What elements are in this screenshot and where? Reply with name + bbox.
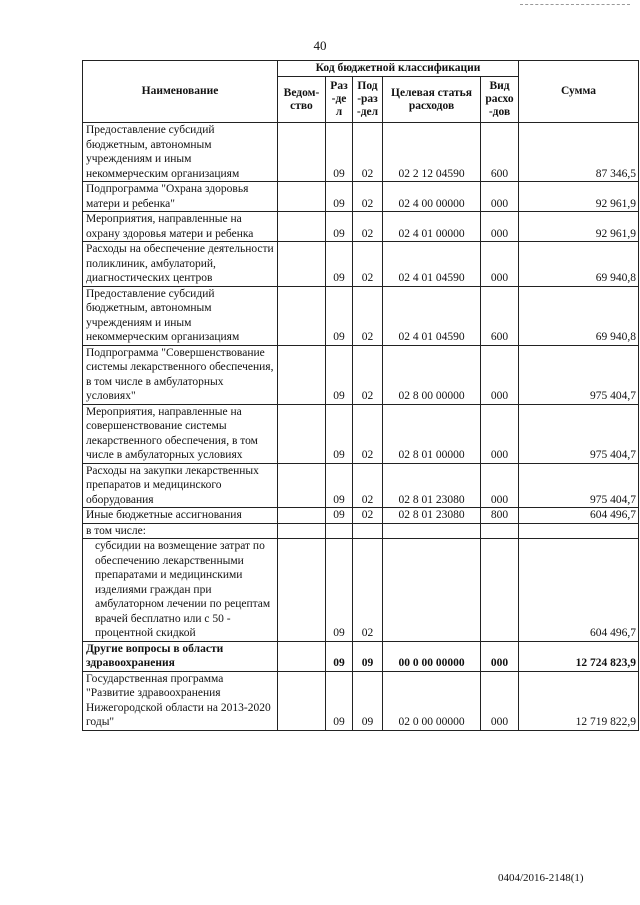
cell-celevaya-statya: 02 2 12 04590	[383, 123, 481, 182]
cell-celevaya-statya: 02 4 01 00000	[383, 212, 481, 242]
cell-podrazdel: 02	[353, 182, 383, 212]
cell-celevaya-statya: 02 8 01 23080	[383, 463, 481, 508]
cell-celevaya-statya: 02 4 01 04590	[383, 242, 481, 287]
cell-sum: 69 940,8	[519, 242, 639, 287]
cell-name: Мероприятия, направленные на совершенствование системы лекарственного обеспечения, в том числе в амбулаторных условиях	[83, 404, 278, 463]
cell-sum: 12 719 822,9	[519, 671, 639, 730]
cell-celevaya-statya: 00 0 00 00000	[383, 641, 481, 671]
page-number: 40	[313, 38, 327, 53]
cell-podrazdel	[353, 523, 383, 539]
cell-vid-rashodov: 600	[481, 286, 519, 345]
cell-name: Расходы на обеспечение деятельности поликлиник, амбулаторий, диагностических центров	[83, 242, 278, 287]
cell-podrazdel: 02	[353, 508, 383, 524]
cell-podrazdel: 02	[353, 539, 383, 642]
cell-vedomstvo	[278, 671, 326, 730]
cell-vid-rashodov: 000	[481, 242, 519, 287]
document-code: 0404/2016-2148(1)	[498, 872, 584, 884]
cell-podrazdel: 02	[353, 212, 383, 242]
cell-vedomstvo	[278, 345, 326, 404]
header-podrazdel: Под-раз-дел	[353, 77, 383, 123]
cell-name: Предоставление субсидий бюджетным, автономным учреждениям и иным некоммерческим организациям	[83, 286, 278, 345]
cell-celevaya-statya: 02 4 00 00000	[383, 182, 481, 212]
cell-vedomstvo	[278, 286, 326, 345]
cell-podrazdel: 02	[353, 123, 383, 182]
cell-razdel	[326, 523, 353, 539]
cell-vid-rashodov: 000	[481, 641, 519, 671]
cell-vedomstvo	[278, 404, 326, 463]
cell-vedomstvo	[278, 523, 326, 539]
table-row	[83, 523, 639, 539]
cell-razdel: 09	[326, 123, 353, 182]
cell-vedomstvo	[278, 641, 326, 671]
header-name: Наименование	[83, 61, 278, 123]
cell-sum: 604 496,7	[519, 539, 639, 642]
cell-vid-rashodov: 600	[481, 123, 519, 182]
cell-podrazdel: 02	[353, 242, 383, 287]
table-row	[83, 286, 639, 345]
cell-celevaya-statya: 02 8 01 00000	[383, 404, 481, 463]
cell-vedomstvo	[278, 539, 326, 642]
cell-razdel: 09	[326, 286, 353, 345]
cell-vedomstvo	[278, 508, 326, 524]
cell-razdel: 09	[326, 641, 353, 671]
header-sum: Сумма	[519, 61, 639, 123]
cell-name: Иные бюджетные ассигнования	[83, 508, 278, 524]
cell-vid-rashodov: 000	[481, 212, 519, 242]
cell-vid-rashodov: 000	[481, 671, 519, 730]
cell-vedomstvo	[278, 123, 326, 182]
cell-name: Предоставление субсидий бюджетным, автономным учреждениям и иным некоммерческим организациям	[83, 123, 278, 182]
table-row	[83, 212, 639, 242]
cell-vedomstvo	[278, 242, 326, 287]
cell-sum: 92 961,9	[519, 212, 639, 242]
cell-name: Расходы на закупки лекарственных препаратов и медицинского оборудования	[83, 463, 278, 508]
header-razdel: Раз-дел	[326, 77, 353, 123]
cell-podrazdel: 09	[353, 671, 383, 730]
table-row	[83, 242, 639, 287]
cell-vid-rashodov	[481, 539, 519, 642]
cell-name: Мероприятия, направленные на охрану здоровья матери и ребенка	[83, 212, 278, 242]
cell-vid-rashodov: 000	[481, 463, 519, 508]
cell-sum: 975 404,7	[519, 345, 639, 404]
table-row	[83, 641, 639, 671]
cell-razdel: 09	[326, 212, 353, 242]
cell-razdel: 09	[326, 404, 353, 463]
cell-vid-rashodov: 800	[481, 508, 519, 524]
cell-vid-rashodov: 000	[481, 182, 519, 212]
cell-vedomstvo	[278, 182, 326, 212]
cell-podrazdel: 02	[353, 463, 383, 508]
cell-sum: 975 404,7	[519, 404, 639, 463]
cell-sum: 12 724 823,9	[519, 641, 639, 671]
cell-name: Подпрограмма "Охрана здоровья матери и ребенка"	[83, 182, 278, 212]
cell-sum: 604 496,7	[519, 508, 639, 524]
header-vid-rashodov: Вид расхо-дов	[481, 77, 519, 123]
cell-sum	[519, 523, 639, 539]
cell-name: Государственная программа "Развитие здравоохранения Нижегородской области на 2013-2020 годы"	[83, 671, 278, 730]
cell-vid-rashodov: 000	[481, 345, 519, 404]
cell-razdel: 09	[326, 345, 353, 404]
cell-razdel: 09	[326, 182, 353, 212]
cell-sum: 87 346,5	[519, 123, 639, 182]
cell-razdel: 09	[326, 463, 353, 508]
cell-sum: 975 404,7	[519, 463, 639, 508]
cell-razdel: 09	[326, 671, 353, 730]
header-classification-group: Код бюджетной классификации	[278, 61, 519, 77]
cell-celevaya-statya	[383, 539, 481, 642]
table-row	[83, 671, 639, 730]
cell-name: в том числе:	[83, 523, 278, 539]
cell-celevaya-statya: 02 0 00 00000	[383, 671, 481, 730]
header-celevaya-statya: Целевая статья расходов	[383, 77, 481, 123]
header-vedomstvo: Ведом-ство	[278, 77, 326, 123]
cell-celevaya-statya: 02 8 01 23080	[383, 508, 481, 524]
cell-podrazdel: 02	[353, 345, 383, 404]
cell-razdel: 09	[326, 242, 353, 287]
cell-name: субсидии на возмещение затрат по обеспечению лекарственными препаратами и медицинскими изделиями граждан при амбулаторном лечении по рецептам врачей бесплатно или с 50 - процентной скидкой	[83, 539, 278, 642]
table-row	[83, 345, 639, 404]
cell-razdel: 09	[326, 539, 353, 642]
table-row	[83, 539, 639, 642]
cell-podrazdel: 02	[353, 404, 383, 463]
cell-razdel: 09	[326, 508, 353, 524]
table-row	[83, 508, 639, 524]
table-row	[83, 182, 639, 212]
cell-podrazdel: 02	[353, 286, 383, 345]
budget-table-container	[82, 60, 638, 731]
cell-name: Другие вопросы в области здравоохранения	[83, 641, 278, 671]
cell-vedomstvo	[278, 212, 326, 242]
cell-celevaya-statya: 02 8 00 00000	[383, 345, 481, 404]
cell-vid-rashodov: 000	[481, 404, 519, 463]
table-row	[83, 463, 639, 508]
cell-podrazdel: 09	[353, 641, 383, 671]
top-edge-line	[520, 4, 630, 6]
cell-name: Подпрограмма "Совершенствование системы лекарственного обеспечения, в том числе в амбулаторных условиях"	[83, 345, 278, 404]
table-row	[83, 123, 639, 182]
budget-table	[82, 60, 639, 731]
cell-sum: 69 940,8	[519, 286, 639, 345]
table-body	[83, 123, 639, 731]
cell-vid-rashodov	[481, 523, 519, 539]
cell-celevaya-statya: 02 4 01 04590	[383, 286, 481, 345]
table-row	[83, 404, 639, 463]
cell-vedomstvo	[278, 463, 326, 508]
cell-celevaya-statya	[383, 523, 481, 539]
cell-sum: 92 961,9	[519, 182, 639, 212]
